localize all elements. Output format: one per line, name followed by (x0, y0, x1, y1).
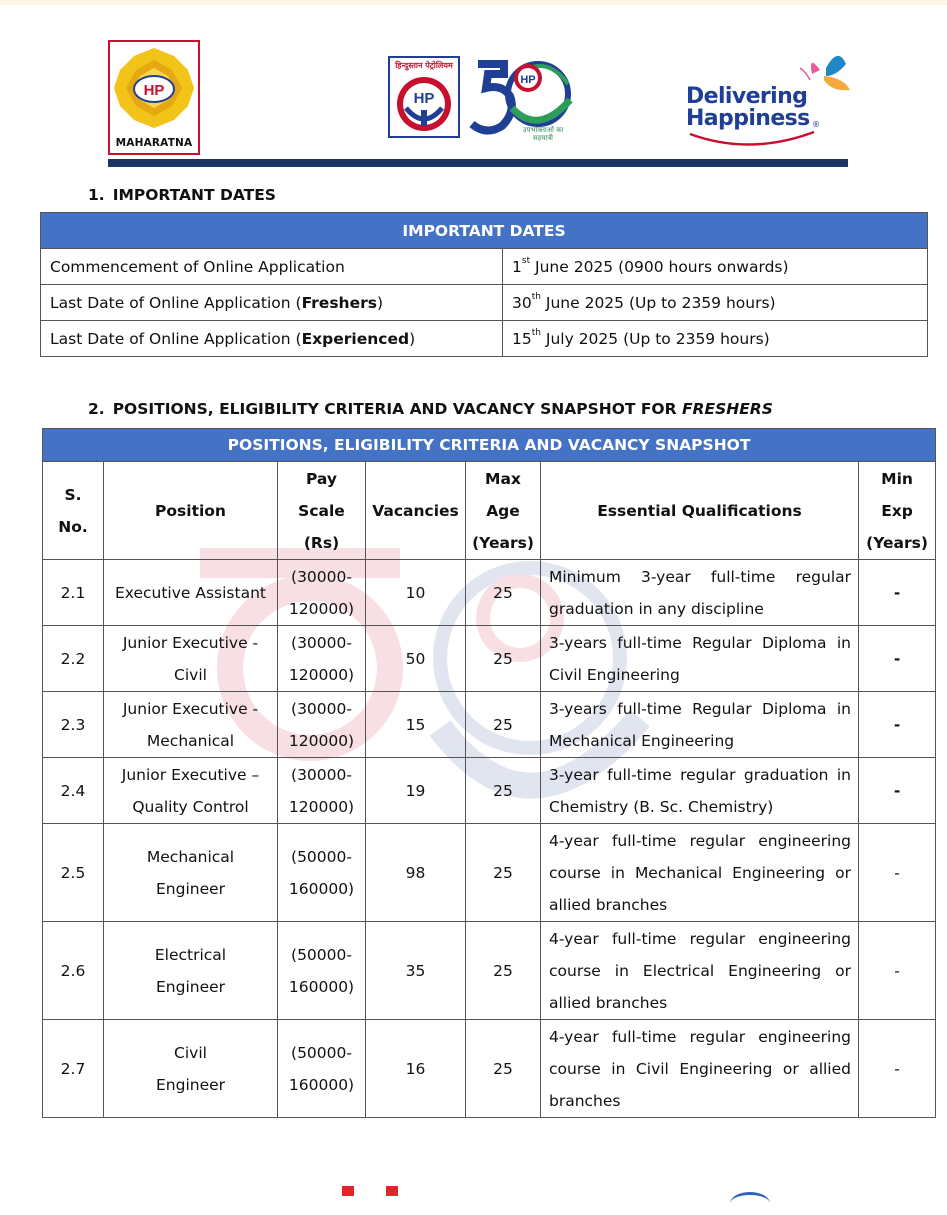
delivering-happiness-logo (686, 46, 856, 146)
section1-heading (88, 186, 276, 204)
cell-vacancies: 98 (366, 824, 466, 922)
cell-min-exp: - (859, 560, 936, 626)
cell-qualification: Minimum 3-year full-time regular graduation in any discipline (541, 560, 859, 626)
tagline-registered-mark: ® (812, 120, 820, 129)
top-strip (0, 0, 947, 5)
col-header-min-exp (859, 462, 936, 560)
cell-min-exp: - (859, 824, 936, 922)
pay-line2: 120000) (288, 665, 355, 684)
position-line2: Engineer (155, 977, 226, 996)
cell-qualification: 3-years full-time Regular Diploma in Mechanical Engineering (541, 692, 859, 758)
cell-vacancies: 15 (366, 692, 466, 758)
cell-position (104, 626, 278, 692)
table-row (43, 1020, 936, 1118)
section1-title: IMPORTANT DATES (112, 186, 276, 204)
cell-sno: 2.2 (43, 626, 104, 692)
date-label (41, 321, 503, 357)
pay-line1: (30000- (291, 567, 352, 586)
date-value (503, 249, 928, 285)
fifty-mark: HP (520, 74, 536, 86)
date-label-text: Commencement of Online Application (50, 257, 345, 276)
table-row (41, 249, 928, 285)
col-header-text: Exp (881, 501, 913, 520)
cell-vacancies: 50 (366, 626, 466, 692)
cell-sno: 2.1 (43, 560, 104, 626)
pay-line2: 160000) (288, 977, 355, 996)
col-header-text: (Rs) (303, 533, 340, 552)
footer-logo-fragment (386, 1186, 398, 1196)
cell-max-age: 25 (466, 1020, 541, 1118)
cell-position (104, 560, 278, 626)
date-label-text: Last Date of Online Application ( (50, 293, 302, 312)
cell-position (104, 824, 278, 922)
position-line1: Junior Executive - (122, 699, 259, 718)
section2-title: POSITIONS, ELIGIBILITY CRITERIA AND VACANCY SNAPSHOT FOR (112, 400, 682, 418)
cell-sno: 2.6 (43, 922, 104, 1020)
important-dates-band (41, 213, 928, 249)
col-header-position: Position (104, 462, 278, 560)
cell-max-age: 25 (466, 626, 541, 692)
position-line1: Executive Assistant (114, 583, 266, 602)
date-label-suffix: ) (376, 293, 384, 312)
col-header-sno (43, 462, 104, 560)
header-row (43, 462, 936, 560)
cell-position (104, 1020, 278, 1118)
table-row (41, 285, 928, 321)
maharatna-logo (108, 40, 200, 155)
cell-vacancies: 19 (366, 758, 466, 824)
cell-pay-scale (278, 824, 366, 922)
col-header-text: Scale (298, 501, 345, 520)
pay-line1: (50000- (291, 847, 352, 866)
col-header-text: (Years) (472, 533, 534, 552)
fifty-years-logo (466, 44, 586, 146)
cell-pay-scale (278, 922, 366, 1020)
date-value (503, 321, 928, 357)
col-header-text: S. (64, 485, 82, 504)
cell-pay-scale (278, 758, 366, 824)
cell-min-exp: - (859, 1020, 936, 1118)
cell-position (104, 922, 278, 1020)
position-line1: Civil (174, 1043, 207, 1062)
cell-vacancies: 35 (366, 922, 466, 1020)
positions-band (43, 429, 936, 462)
cell-min-exp: - (859, 758, 936, 824)
col-header-vacancies: Vacancies (366, 462, 466, 560)
footer-logo-arc (730, 1192, 770, 1215)
cell-max-age: 25 (466, 692, 541, 758)
cell-min-exp: - (859, 922, 936, 1020)
pay-line2: 160000) (288, 879, 355, 898)
pay-line2: 160000) (288, 1075, 355, 1094)
col-header-pay-scale (278, 462, 366, 560)
maharatna-mark: HP (143, 82, 165, 99)
position-line2: Quality Control (132, 797, 249, 816)
position-line2: Engineer (155, 1075, 226, 1094)
pay-line1: (30000- (291, 633, 352, 652)
date-ordinal: th (531, 291, 541, 302)
col-header-text: (Years) (866, 533, 928, 552)
col-header-qualifications: Essential Qualifications (541, 462, 859, 560)
col-header-text: Pay (305, 469, 338, 488)
cell-qualification: 3-years full-time Regular Diploma in Civil Engineering (541, 626, 859, 692)
cell-qualification: 4-year full-time regular engineering course in Electrical Engineering or allied branches (541, 922, 859, 1020)
date-label (41, 249, 503, 285)
cell-max-age: 25 (466, 824, 541, 922)
hpcl-hindi-name: हिन्दुस्तान पेट्रोलियम (395, 61, 453, 70)
maharatna-gem-icon (112, 46, 196, 130)
position-line2: Mechanical (146, 731, 235, 750)
section2-heading (88, 400, 773, 418)
important-dates-band-title: IMPORTANT DATES (41, 213, 928, 249)
cell-pay-scale (278, 626, 366, 692)
date-label-bold: Experienced (301, 329, 410, 348)
cell-vacancies: 16 (366, 1020, 466, 1118)
cell-pay-scale (278, 692, 366, 758)
date-label-suffix: ) (409, 329, 416, 348)
date-day: 30 (512, 293, 532, 312)
cell-pay-scale (278, 1020, 366, 1118)
table-row (43, 692, 936, 758)
cell-sno: 2.5 (43, 824, 104, 922)
cell-max-age: 25 (466, 560, 541, 626)
cell-max-age: 25 (466, 758, 541, 824)
col-header-text: Min (881, 469, 913, 488)
maharatna-label: MAHARATNA (115, 137, 193, 149)
cell-vacancies: 10 (366, 560, 466, 626)
position-line2: Engineer (155, 879, 226, 898)
table-row (43, 922, 936, 1020)
tagline-line2: Happiness (686, 106, 810, 131)
cell-position (104, 758, 278, 824)
hpcl-logo (388, 56, 460, 138)
fifty-tagline: उपभोक्ताओं का सहयात्री (522, 126, 564, 142)
header-divider (108, 159, 848, 167)
table-row (43, 560, 936, 626)
cell-qualification: 4-year full-time regular engineering course in Civil Engineering or allied branches (541, 1020, 859, 1118)
date-label-bold: Freshers (301, 293, 377, 312)
date-label-text: Last Date of Online Application ( (50, 329, 302, 348)
cell-sno: 2.7 (43, 1020, 104, 1118)
position-line1: Mechanical (146, 847, 235, 866)
table-row (43, 824, 936, 922)
position-line1: Junior Executive – (121, 765, 260, 784)
pay-line2: 120000) (288, 731, 355, 750)
cell-sno: 2.3 (43, 692, 104, 758)
date-ordinal: st (521, 255, 531, 266)
col-header-text: Age (486, 501, 520, 520)
cell-max-age: 25 (466, 922, 541, 1020)
important-dates-table (40, 212, 928, 357)
cell-position (104, 692, 278, 758)
table-row (43, 758, 936, 824)
date-rest: June 2025 (Up to 2359 hours) (540, 293, 776, 312)
col-header-max-age (466, 462, 541, 560)
hpcl-mark: HP (413, 90, 435, 107)
cell-qualification: 4-year full-time regular engineering course in Mechanical Engineering or allied branches (541, 824, 859, 922)
date-day: 15 (512, 329, 532, 348)
cell-sno: 2.4 (43, 758, 104, 824)
pay-line1: (30000- (291, 699, 352, 718)
cell-min-exp: - (859, 692, 936, 758)
position-line2: Civil (174, 665, 207, 684)
footer-logo-fragment (342, 1186, 354, 1196)
pay-line2: 120000) (288, 599, 355, 618)
table-row (43, 626, 936, 692)
cell-min-exp: - (859, 626, 936, 692)
date-value (503, 285, 928, 321)
tagline-line1: Delivering (686, 84, 808, 109)
position-line1: Electrical (154, 945, 227, 964)
col-header-text: No. (58, 517, 88, 536)
date-label (41, 285, 503, 321)
col-header-text: Max (485, 469, 521, 488)
pay-line2: 120000) (288, 797, 355, 816)
date-rest: July 2025 (Up to 2359 hours) (540, 329, 770, 348)
positions-band-title: POSITIONS, ELIGIBILITY CRITERIA AND VACANCY SNAPSHOT (43, 429, 936, 462)
position-line1: Junior Executive - (122, 633, 259, 652)
section2-title-italic: FRESHERS (681, 400, 773, 418)
pay-line1: (30000- (291, 765, 352, 784)
table-row (41, 321, 928, 357)
positions-table (42, 428, 936, 1118)
date-day: 1 (512, 257, 522, 276)
pay-line1: (50000- (291, 945, 352, 964)
cell-pay-scale (278, 560, 366, 626)
pay-line1: (50000- (291, 1043, 352, 1062)
date-ordinal: th (531, 327, 541, 338)
date-rest: June 2025 (0900 hours onwards) (530, 257, 789, 276)
section2-number: 2. (88, 400, 105, 418)
cell-qualification: 3-year full-time regular graduation in Chemistry (B. Sc. Chemistry) (541, 758, 859, 824)
section1-number: 1. (88, 186, 105, 204)
